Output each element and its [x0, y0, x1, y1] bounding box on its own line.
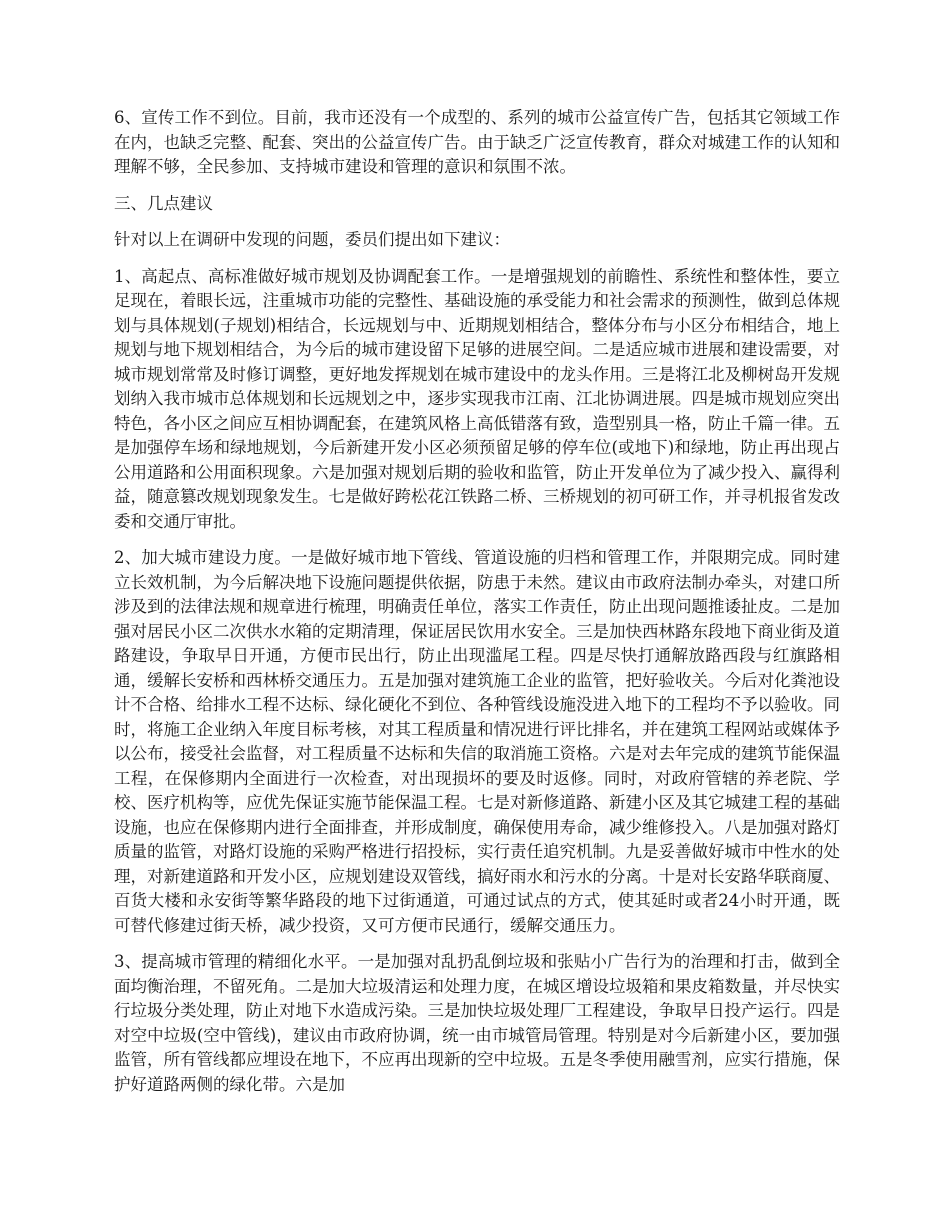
- section-heading-suggestions: 三、几点建议: [114, 193, 213, 213]
- paragraph-intro: 针对以上在调研中发现的问题，委员们提出如下建议：: [114, 230, 510, 249]
- paragraph-suggestion-3: 3、提高城市管理的精细化水平。一是加强对乱扔乱倒垃圾和张贴小广告行为的治理和打击，做到全面均衡治理，不留死角。二是加大垃圾清运和处理力度，在城区增设垃圾箱和果皮箱数量，并尽快实行垃圾分类处理，防止对地下水造成污染。三是加快垃圾处理厂工程建设，争取早日投产运行。四是对空中垃圾(空中管线)，建议由市政府协调，统一由市城管局管理。特别是对今后新建小区，要加强监管，所有管线都应埋设在地下，不应再出现新的空中垃圾。五是冬季使用融雪剂，应实行措施，保护好道路两侧的绿化带。六是加: [114, 952, 840, 1094]
- paragraph-suggestion-2: 2、加大城市建设力度。一是做好城市地下管线、管道设施的归档和管理工作，并限期完成。同时建立长效机制，为今后解决地下设施问题提供依据，防患于未然。建议由市政府法制办牵头，对建口所涉及到的法律法规和规章进行梳理，明确责任单位，落实工作责任，防止出现问题推诿扯皮。二是加强对居民小区二次供水水箱的定期清理，保证居民饮用水安全。三是加快西林路东段地下商业街及道路建设，争取早日开通，方便市民出行，防止出现滥尾工程。四是尽快打通解放路西段与红旗路相通，缓解长安桥和西林桥交通压力。五是加强对建筑施工企业的监管，把好验收关。今后对化粪池设计不合格、给排水工程不达标、绿化硬化不到位、各种管线设施没进入地下的工程均不予以验收。同时，将施工企业纳入年度目标考核，对其工程质量和情况进行评比排名，并在建筑工程网站或媒体予以公布，接受社会监督，对工程质量不达标和失信的取消施工资格。六是对去年完成的建筑节能保温工程，在保修期内全面进行一次检查，对出现损坏的要及时返修。同时，对政府管辖的养老院、学校、医疗机构等，应优先保证实施节能保温工程。七是对新修道路、新建小区及其它城建工程的基础设施，也应在保修期内进行全面排查，并形成制度，确保使用寿命，减少维修投入。八是加强对路灯质量的监管，对路灯设施的采购严格进行招投标，实行责任追究机制。九是妥善做好城市中性水的处理，对新建道路和开发小区，应规划建设双管线，搞好雨水和污水的分离。十是对长安路华联商厦、百货大楼和永安街等繁华路段的地下过街通道，可通过试点的方式，使其延时或者24小时开通，既可替代修建过街天桥，减少投资，又可方便市民通行，缓解交通压力。: [114, 548, 840, 935]
- document-page: [114, 106, 840, 1109]
- paragraph-publicity: 6、宣传工作不到位。目前，我市还没有一个成型的、系列的城市公益宣传广告，包括其它领域工作在内，也缺乏完整、配套、突出的公益宣传广告。由于缺乏广泛宣传教育，群众对城建工作的认知和理解不够，全民参加、支持城市建设和管理的意识和氛围不浓。: [114, 108, 840, 176]
- paragraph-suggestion-1: 1、高起点、高标准做好城市规划及协调配套工作。一是增强规划的前瞻性、系统性和整体性，要立足现在，着眼长远，注重城市功能的完整性、基础设施的承受能力和社会需求的预测性，做到总体规划与具体规划(子规划)相结合，长远规划与中、近期规划相结合，整体分布与小区分布相结合，地上规划与地下规划相结合，为今后的城市建设留下足够的进展空间。二是适应城市进展和建设需要，对城市规划常常及时修订调整，更好地发挥规划在城市建设中的龙头作用。三是将江北及柳树岛开发规划纳入我市城市总体规划和长远规划之中，逐步实现我市江南、江北协调进展。四是城市规划应突出特色，各小区之间应互相协调配套，在建筑风格上高低错落有致，造型别具一格，防止千篇一律。五是加强停车场和绿地规划，今后新建开发小区必须预留足够的停车位(或地下)和绿地，防止再出现占公用道路和公用面积现象。六是加强对规划后期的验收和监管，防止开发单位为了减少投入、赢得利益，随意篡改规划现象发生。七是做好跨松花江铁路二桥、三桥规划的初可研工作，并寻机报省发改委和交通厅审批。: [114, 266, 840, 531]
